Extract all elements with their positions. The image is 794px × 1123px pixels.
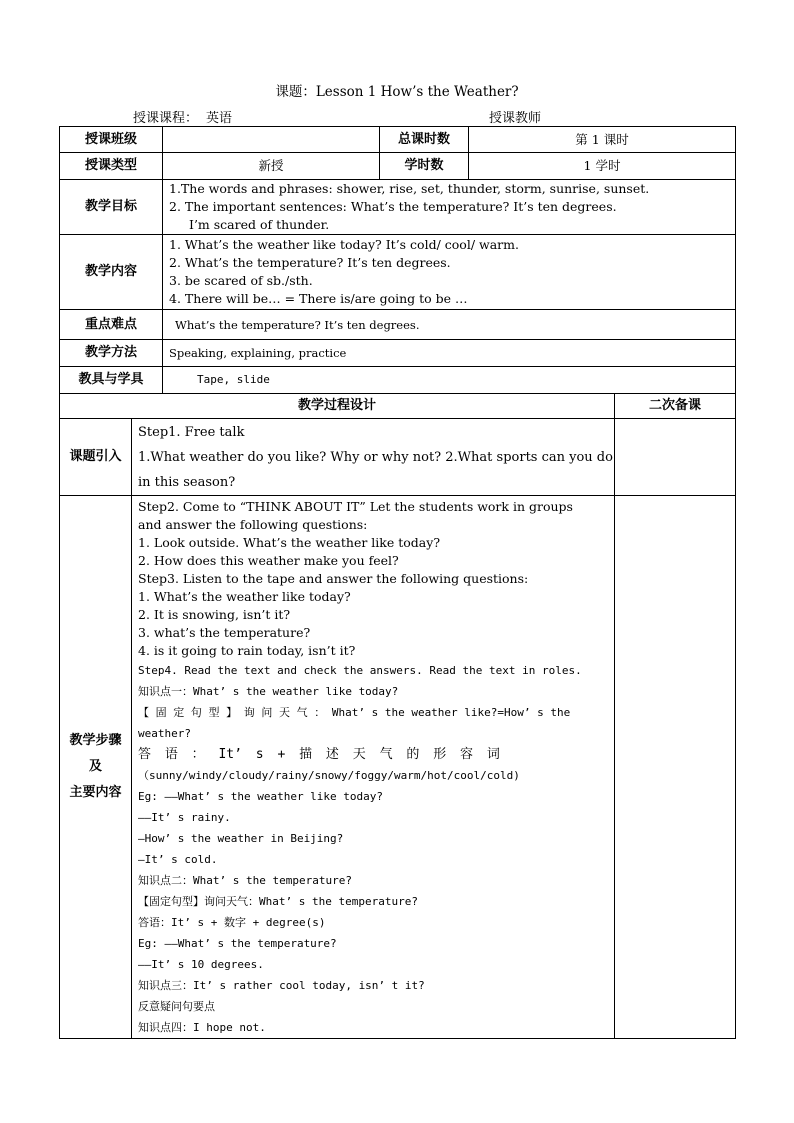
step-line: 2. How does this weather make you feel? — [138, 553, 399, 568]
step-line: 1. Look outside. What’s the weather like today? — [138, 535, 441, 550]
step-line: 【固定句型】询问天气：What’ s the temperature? — [138, 895, 418, 908]
content-cell — [163, 235, 736, 310]
row-steps — [60, 496, 736, 1039]
content-label: 教学内容 — [60, 235, 163, 310]
step-line: weather? — [138, 727, 191, 740]
intro-cell — [132, 419, 615, 496]
step-line: 3. what’s the temperature? — [138, 625, 311, 640]
row-key — [60, 310, 736, 340]
step-line: ——It’ s 10 degrees. — [138, 958, 264, 971]
total-hours-label: 总课时数 — [380, 127, 469, 153]
goal-line: 1.The words and phrases: shower, rise, set, thunder, storm, sunrise, sunset. — [169, 181, 650, 196]
step-line: 反意疑问句要点 — [138, 1000, 215, 1013]
step-line: 知识点一：What’ s the weather like today? — [138, 685, 399, 698]
type-label: 授课类型 — [60, 153, 163, 180]
hours-value: 1 学时 — [469, 153, 736, 180]
step-line: —It’ s cold. — [138, 853, 218, 866]
intro-label: 课题引入 — [60, 419, 132, 496]
step-line: 【 固 定 句 型 】 询 问 天 气 ： What’ s the weather like?=How’ s the — [138, 706, 571, 719]
step-line: 2. It is snowing, isn’t it? — [138, 607, 291, 622]
steps-cell — [132, 496, 615, 1039]
steps-backup — [615, 496, 736, 1039]
step-line: Step3. Listen to the tape and answer the following questions: — [138, 571, 529, 586]
goals-cell — [163, 180, 736, 235]
step-line: and answer the following questions: — [138, 517, 368, 532]
step-line: （sunny/windy/cloudy/rainy/snowy/foggy/warm/hot/cool/cold) — [138, 769, 520, 782]
row-method — [60, 340, 736, 367]
step-line: Step2. Come to “THINK ABOUT IT” Let the students work in groups — [138, 499, 573, 514]
row-type — [60, 153, 736, 180]
hours-label: 学时数 — [380, 153, 469, 180]
type-value: 新授 — [163, 153, 380, 180]
row-class — [60, 127, 736, 153]
row-intro — [60, 419, 736, 496]
backup-label: 二次备课 — [615, 394, 736, 419]
content-line: 3. be scared of sb./sth. — [169, 273, 313, 288]
method-label: 教学方法 — [60, 340, 163, 367]
teacher-label: 授课教师 — [489, 111, 542, 126]
intro-backup — [615, 419, 736, 496]
course-label: 授课课程： — [133, 111, 199, 126]
step-line: —How’ s the weather in Beijing? — [138, 832, 344, 845]
total-hours-value: 第 1 课时 — [469, 127, 736, 153]
content-line: 4. There will be… = There is/are going to be … — [169, 291, 468, 306]
content-line: 1. What’s the weather like today? It’s cold/ cool/ warm. — [169, 237, 519, 252]
step-line: 1. What’s the weather like today? — [138, 589, 351, 604]
intro-line: 1.What weather do you like? Why or why not? 2.What sports can you do — [138, 449, 613, 465]
key-value: What’s the temperature? It’s ten degrees. — [163, 310, 736, 340]
steps-label-2: 及 — [88, 759, 102, 774]
content-line: 2. What’s the temperature? It’s ten degrees. — [169, 255, 451, 270]
step-line: 知识点三：It’ s rather cool today, isn’ t it? — [138, 979, 425, 992]
step-line: 知识点四：I hope not. — [138, 1021, 266, 1034]
course-value: 英语 — [206, 111, 233, 126]
steps-label-3: 主要内容 — [69, 785, 122, 800]
process-table — [59, 393, 736, 1039]
goals-label: 教学目标 — [60, 180, 163, 235]
intro-line: Step1. Free talk — [138, 424, 245, 440]
row-goals — [60, 180, 736, 235]
goal-line: 2. The important sentences: What’s the temperature? It’s ten degrees. — [169, 199, 617, 214]
step-line: Eg: ——What’ s the temperature? — [138, 937, 337, 950]
step-line: ——It’ s rainy. — [138, 811, 231, 824]
row-content — [60, 235, 736, 310]
row-process-header — [60, 394, 736, 419]
tools-value: Tape, slide — [163, 367, 736, 394]
intro-line: in this season? — [138, 474, 236, 490]
step-line: 知识点二：What’ s the temperature? — [138, 874, 352, 887]
course-meta — [133, 107, 240, 126]
step-line: 答 语 ： It’ s + 描 述 天 气 的 形 容 词 — [138, 747, 500, 762]
steps-label — [60, 496, 132, 1039]
info-table — [59, 126, 736, 394]
design-label: 教学过程设计 — [60, 394, 615, 419]
step-line: 4. is it going to rain today, isn’t it? — [138, 643, 356, 658]
steps-label-1: 教学步骤 — [69, 733, 122, 748]
method-value: Speaking, explaining, practice — [163, 340, 736, 367]
step-line: 答语：It’ s + 数字 + degree(s) — [138, 916, 326, 929]
step-line: Step4. Read the text and check the answers. Read the text in roles. — [138, 664, 582, 677]
row-tools — [60, 367, 736, 394]
class-value — [163, 127, 380, 153]
page-title: 课题：Lesson 1 How’s the Weather? — [275, 84, 519, 100]
goal-line: I’m scared of thunder. — [189, 217, 330, 232]
class-label: 授课班级 — [60, 127, 163, 153]
tools-label: 教具与学具 — [60, 367, 163, 394]
step-line: Eg: ——What’ s the weather like today? — [138, 790, 384, 803]
key-label: 重点难点 — [60, 310, 163, 340]
